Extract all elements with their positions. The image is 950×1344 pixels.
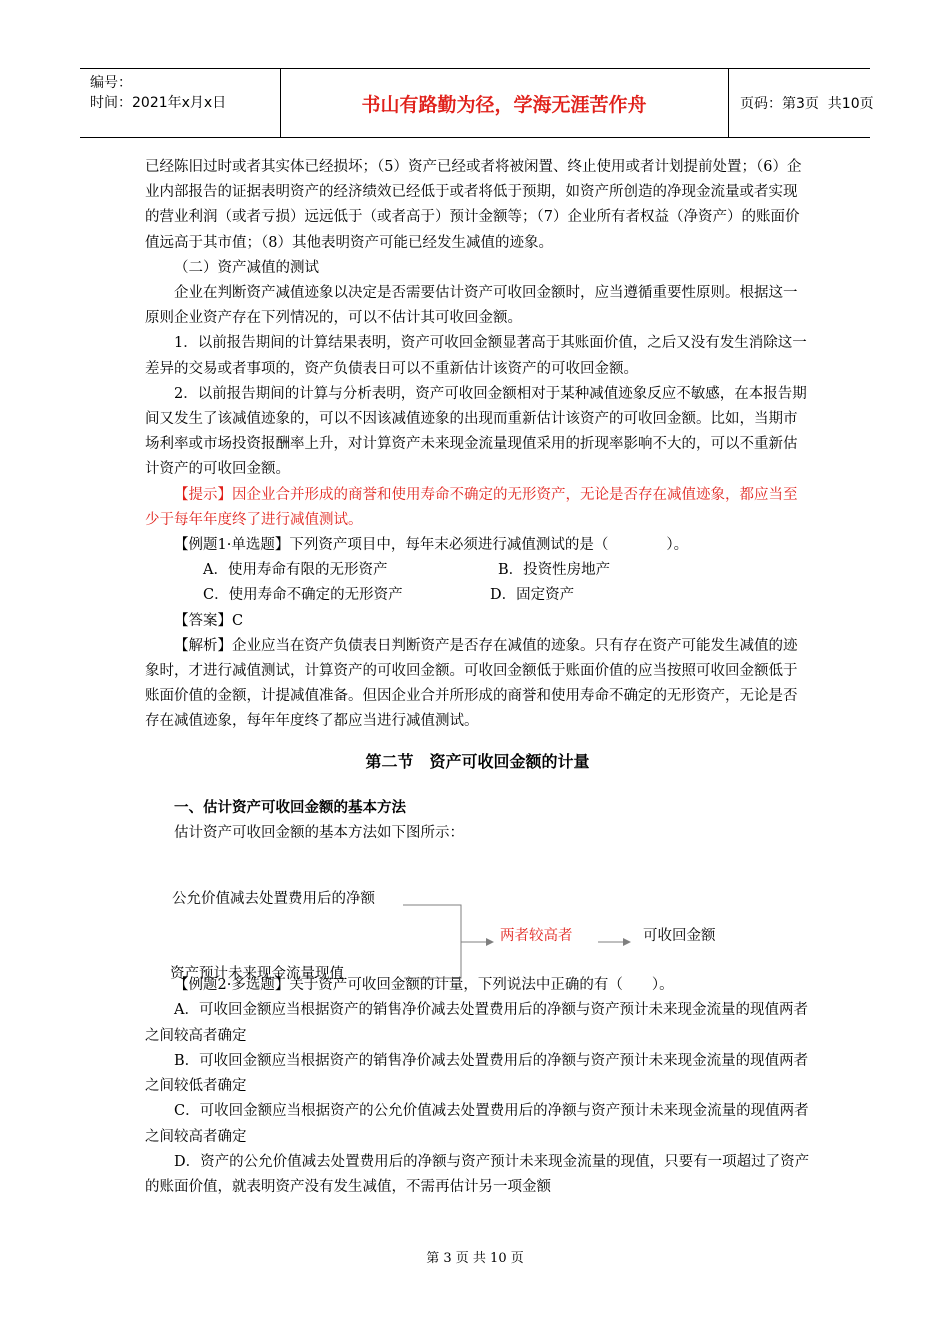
header-motto: 书山有路勤为径，学海无涯苦作舟 xyxy=(361,93,647,116)
doc-number: 编号： xyxy=(90,75,132,91)
diagram-spacer xyxy=(145,846,810,973)
option-b: B．投资性房地产 xyxy=(498,562,611,579)
diagram-input-bottom: 资产预计未来现金流量现值 xyxy=(170,966,344,982)
option-d: D．固定资产 xyxy=(490,587,575,604)
option-c: C．可收回金额应当根据资产的公允价值减去处置费用后的净额与资产预计未来现金流量的现值两者之间较高者确定 xyxy=(145,1103,809,1145)
subsection-title: 一、估计资产可收回金额的基本方法 xyxy=(174,799,406,816)
paragraph: 1．以前报告期间的计算结果表明，资产可收回金额显著高于其账面价值，之后又没有发生消除这一差异的交易或者事项的，资产负债表日可以不重新估计该资产的可收回金额。 xyxy=(145,335,807,377)
document-body xyxy=(145,155,810,1200)
paragraph: 估计资产可收回金额的基本方法如下图所示： xyxy=(174,825,464,842)
option-a: A．可收回金额应当根据资产的销售净价减去处置费用后的净额与资产预计未来现金流量的现值两者之间较高者确定 xyxy=(145,1002,808,1044)
page-header xyxy=(80,68,874,138)
paragraph: 企业在判断资产减值迹象以决定是否需要估计资产可收回金额时，应当遵循重要性原则。根据这一原则企业资产存在下列情况的，可以不估计其可收回金额。 xyxy=(145,285,798,327)
header-page-info: 页码：第3页 共10页 xyxy=(740,96,874,112)
header-meta xyxy=(90,73,226,113)
section-title: 第二节 资产可收回金额的计量 xyxy=(365,751,590,771)
example-question: 【例题2·多选题】关于资产可收回金额的计量，下列说法中正确的有（ ）。 xyxy=(174,977,674,994)
diagram-middle: 两者较高者 xyxy=(500,928,573,944)
option-row xyxy=(145,558,810,583)
diagram-result: 可收回金额 xyxy=(643,928,716,944)
doc-date: 时间：2021年x月x日 xyxy=(90,95,227,111)
explanation: 【解析】企业应当在资产负债表日判断资产是否存在减值的迹象。只有存在资产可能发生减值的迹象时，才进行减值测试，计算资产的可收回金额。可收回金额低于账面价值的应当按照可收回金额低于账面价值的金额，计提减值准备。但因企业合并所形成的商誉和使用寿命不确定的无形资产，无论是否存在减值迹象，每年年度终了都应当进行减值测试。 xyxy=(145,637,798,730)
answer: 【答案】C xyxy=(174,612,244,629)
option-a: A．使用寿命有限的无形资产 xyxy=(203,562,388,579)
diagram-input-top: 公允价值减去处置费用后的净额 xyxy=(172,891,375,907)
option-row xyxy=(145,583,810,608)
paragraph: 2．以前报告期间的计算与分析表明，资产可收回金额相对于某种减值迹象反应不敏感，在本报告期间又发生了该减值迹象的，可以不因该减值迹象的出现而重新估计该资产的可收回金额。比如，当期市场利率或市场投资报酬率上升，对计算资产未来现金流量现值采用的折现率影响不大的，可以不重新估计资产的可收回金额。 xyxy=(145,385,807,478)
page-footer: 第 3 页 共 10 页 xyxy=(426,1251,524,1266)
tip-note: 【提示】因企业合并形成的商誉和使用寿命不确定的无形资产，无论是否存在减值迹象，都应当至少于每年年度终了进行减值测试。 xyxy=(145,486,798,528)
option-d: D．资产的公允价值减去处置费用后的净额与资产预计未来现金流量的现值，只要有一项超过了资产的账面价值，就表明资产没有发生减值，不需再估计另一项金额 xyxy=(145,1153,810,1195)
header-divider xyxy=(728,69,729,137)
option-c: C．使用寿命不确定的无形资产 xyxy=(203,587,403,604)
paragraph: 已经陈旧过时或者其实体已经损坏；（5）资产已经或者将被闲置、终止使用或者计划提前处置；（6）企业内部报告的证据表明资产的经济绩效已经低于或者将低于预期，如资产所创造的净现金流量或者实现的营业利润（或者亏损）远远低于（或者高于）预计金额等；（7）企业所有者权益（净资产）的账面价值远高于其市值；（8）其他表明资产可能已经发生减值的迹象。 xyxy=(145,159,802,251)
subheading: （二）资产减值的测试 xyxy=(174,259,319,276)
example-question: 【例题1·单选题】下列资产项目中，每年末必须进行减值测试的是（ ）。 xyxy=(174,537,689,554)
option-b: B．可收回金额应当根据资产的销售净价减去处置费用后的净额与资产预计未来现金流量的现值两者之间较低者确定 xyxy=(145,1052,809,1095)
